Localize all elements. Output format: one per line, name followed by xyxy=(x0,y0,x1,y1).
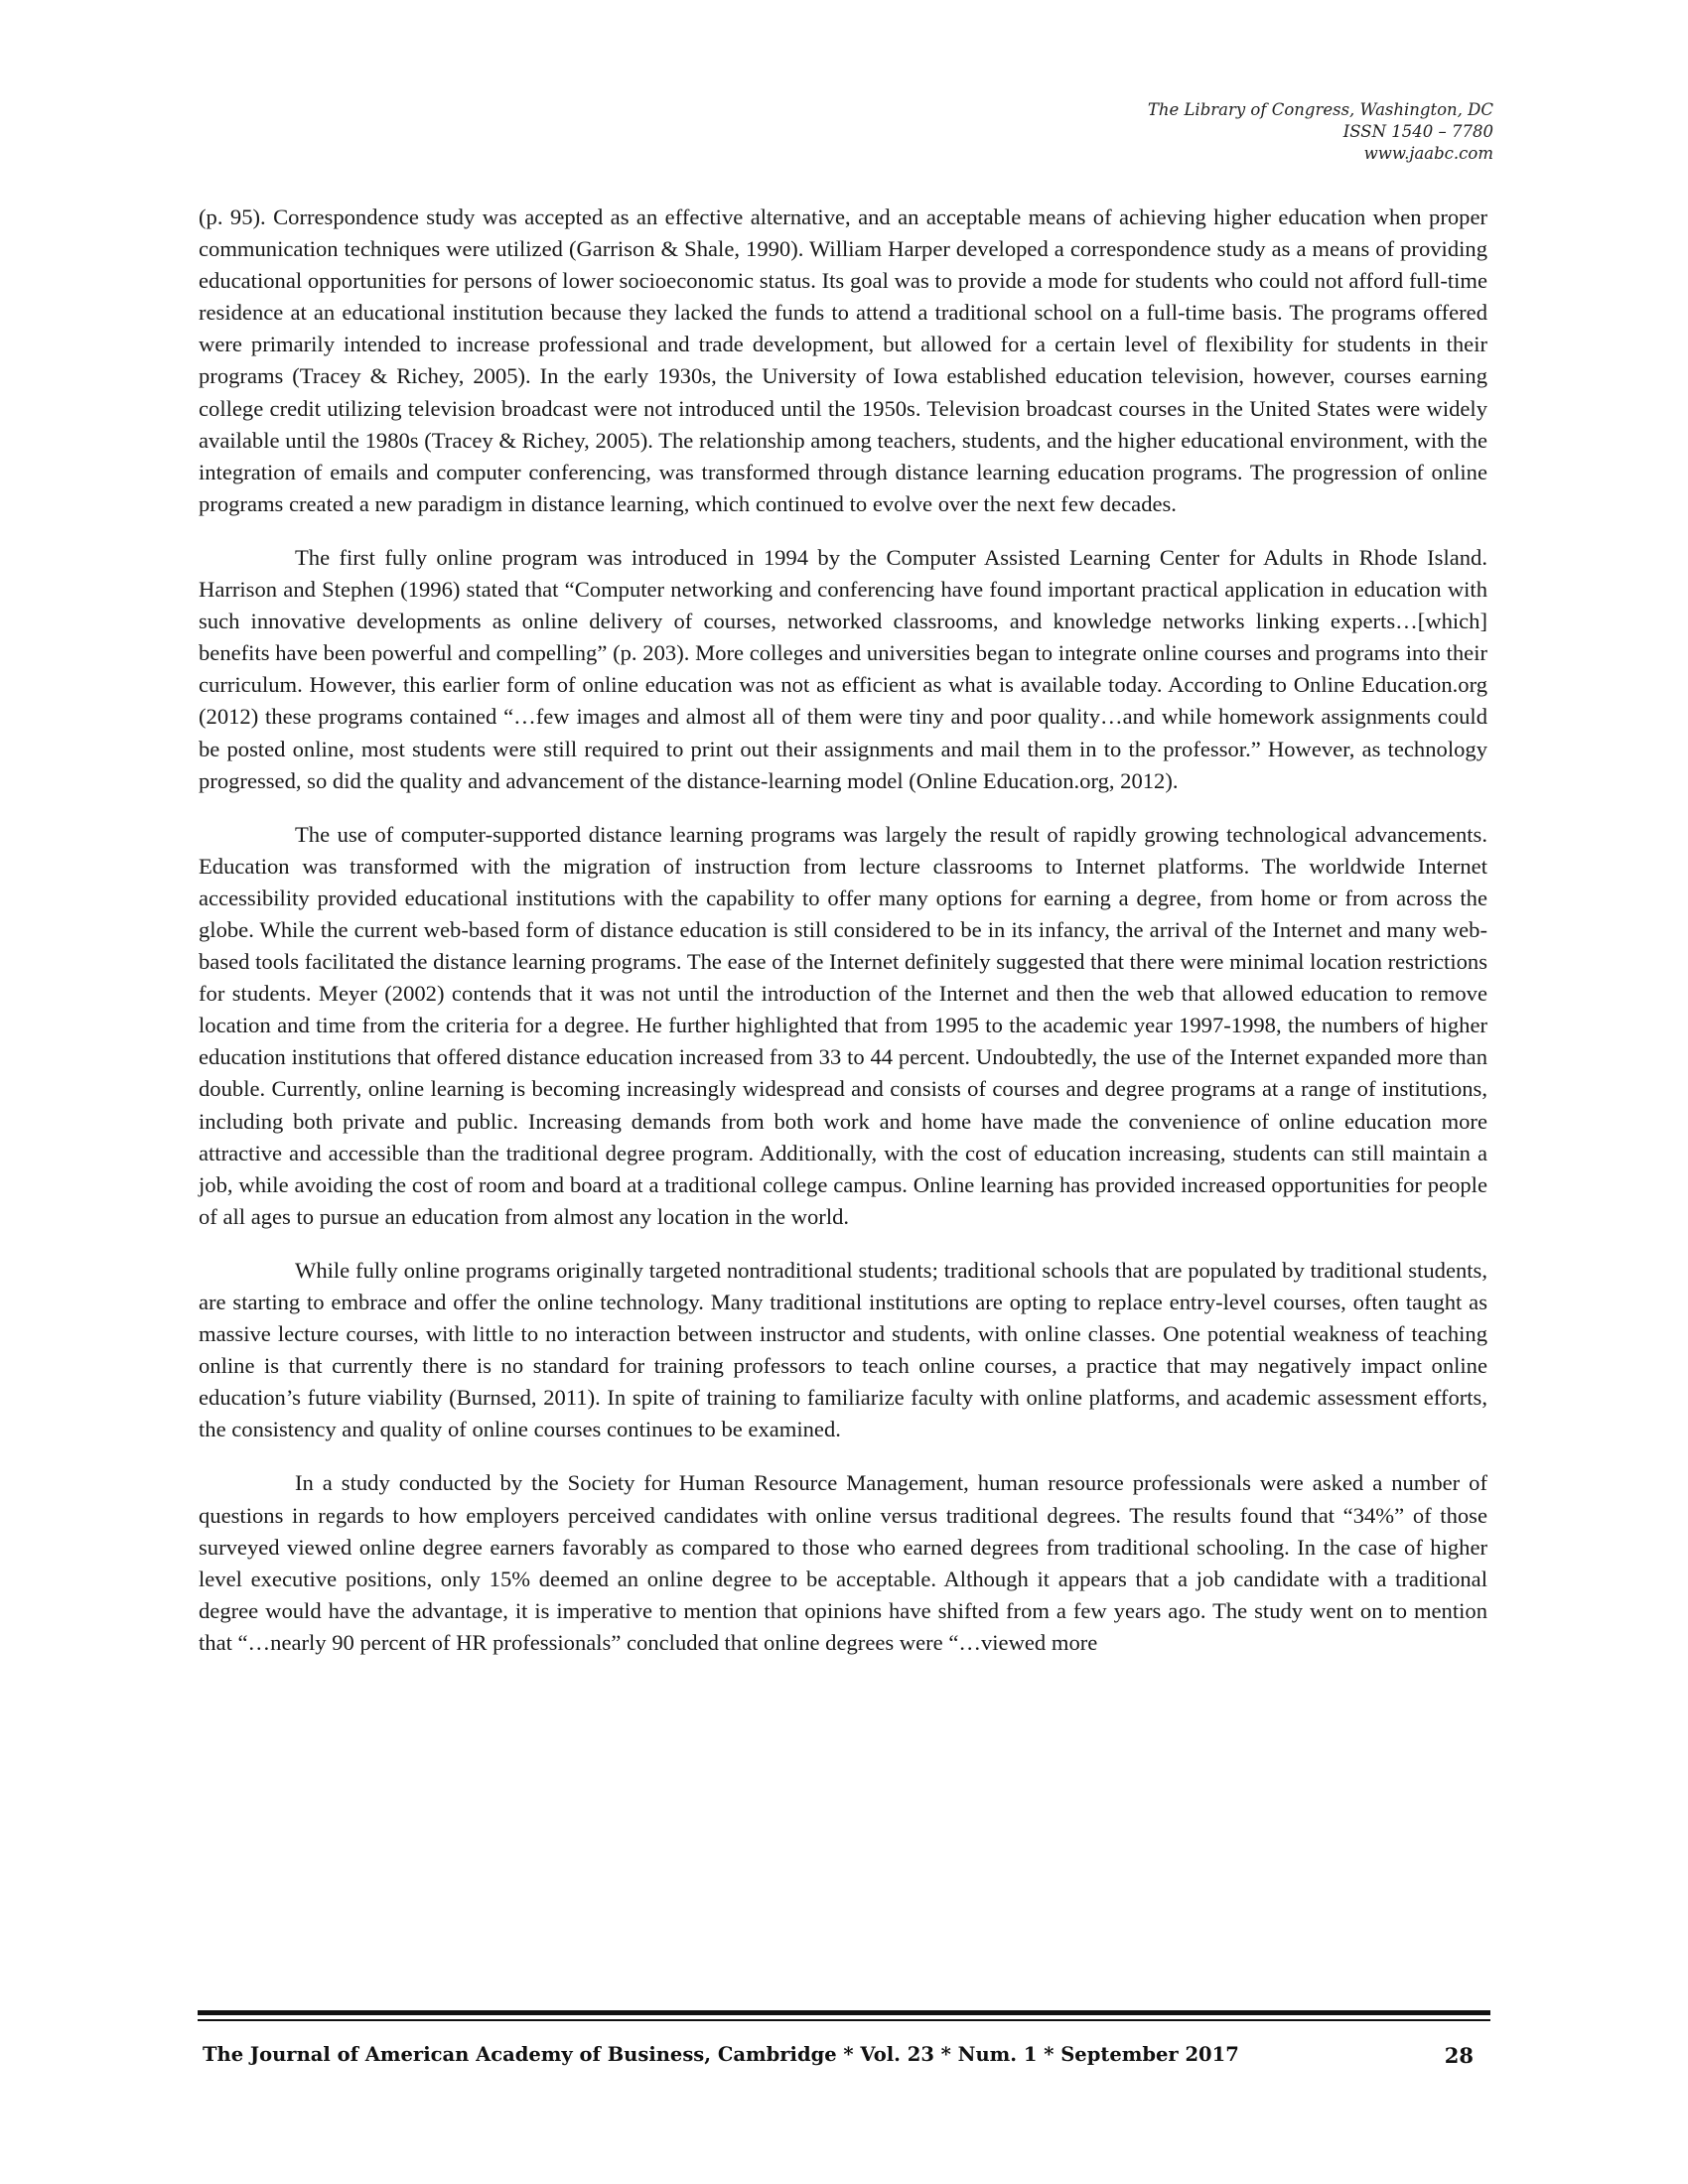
header-website: www.jaabc.com xyxy=(1363,144,1493,163)
paragraph-5: In a study conducted by the Society for Human Resource Management, human resource professionals were asked a number of questions in regards to how employers perceived candidates with online versus traditional degrees. The results found that “34%” of those surveyed viewed online degree earners favorably as compared to those who earned degrees from traditional schooling. In the case of higher level executive positions, only 15% deemed an online degree to be acceptable. Although it appears that a job candidate with a traditional degree would have the advantage, it is imperative to mention that opinions have shifted from a few years ago. The study went on to mention that “…nearly 90 percent of HR professionals” concluded that online degrees were “…viewed more xyxy=(199,1470,1487,1655)
running-header xyxy=(1148,99,1493,165)
paragraph-1: (p. 95). Correspondence study was accepted as an effective alternative, and an acceptable means of achieving higher education when proper communication techniques were utilized (Garrison & Shale, 1990). William Harper developed a correspondence study as a means of providing educational opportunities for persons of lower socioeconomic status. Its goal was to provide a mode for students who could not afford full-time residence at an educational institution because they lacked the funds to attend a traditional school on a full-time basis. The programs offered were primarily intended to increase professional and trade development, but allowed for a certain level of flexibility for students in their programs (Tracey & Richey, 2005). In the early 1930s, the University of Iowa established education television, however, courses earning college credit utilizing television broadcast were not introduced until the 1950s. Television broadcast courses in the United States were widely available until the 1980s (Tracey & Richey, 2005). The relationship among teachers, students, and the higher educational environment, with the integration of emails and computer conferencing, was transformed through distance learning education programs. The progression of online programs created a new paradigm in distance learning, which continued to evolve over the next few decades. xyxy=(199,205,1487,516)
header-issn: ISSN 1540 – 7780 xyxy=(1342,122,1493,141)
paragraph-3: The use of computer-supported distance learning programs was largely the result of rapidly growing technological advancements. Education was transformed with the migration of instruction from lecture classrooms to Internet platforms. The worldwide Internet accessibility provided educational institutions with the capability to offer many options for earning a degree, from home or from across the globe. While the current web-based form of distance education is still considered to be in its infancy, the arrival of the Internet and many web-based tools facilitated the distance learning programs. The ease of the Internet definitely suggested that there were minimal location restrictions for students. Meyer (2002) contends that it was not until the introduction of the Internet and then the web that allowed education to remove location and time from the criteria for a degree. He further highlighted that from 1995 to the academic year 1997-1998, the numbers of higher education institutions that offered distance education increased from 33 to 44 percent. Undoubtedly, the use of the Internet expanded more than double. Currently, online learning is becoming increasingly widespread and consists of courses and degree programs at a range of institutions, including both private and public. Increasing demands from both work and home have made the convenience of online education more attractive and accessible than the traditional degree program. Additionally, with the cost of education increasing, students can still maintain a job, while avoiding the cost of room and board at a traditional college campus. Online learning has provided increased opportunities for people of all ages to pursue an education from almost any location in the world. xyxy=(199,821,1487,1229)
paragraph-2: The first fully online program was introduced in 1994 by the Computer Assisted Learning Center for Adults in Rhode Island. Harrison and Stephen (1996) stated that “Computer networking and conferencing have found important practical application in education with such innovative developments as online delivery of courses, networked classrooms, and knowledge networks linking experts…[which] benefits have been powerful and compelling” (p. 203). More colleges and universities began to integrate online courses and programs into their curriculum. However, this earlier form of online education was not as efficient as what is available today. According to Online Education.org (2012) these programs contained “…few images and almost all of them were tiny and poor quality…and while homework assignments could be posted online, most students were still required to print out their assignments and mail them in to the professor.” However, as technology progressed, so did the quality and advancement of the distance-learning model (Online Education.org, 2012). xyxy=(199,544,1487,793)
header-publisher: The Library of Congress, Washington, DC xyxy=(1147,100,1493,119)
article-body xyxy=(199,202,1487,1681)
footer-journal-citation: The Journal of American Academy of Business, Cambridge * Vol. 23 * Num. 1 * September 2017 xyxy=(203,2043,1239,2066)
paragraph-4: While fully online programs originally targeted nontraditional students; traditional schools that are populated by traditional students, are starting to embrace and offer the online technology. Many traditional institutions are opting to replace entry-level courses, often taught as massive lecture courses, with little to no interaction between instructor and students, with online classes. One potential weakness of teaching online is that currently there is no standard for training professors to teach online courses, a practice that may negatively impact online education’s future viability (Burnsed, 2011). In spite of training to familiarize faculty with online platforms, and academic assessment efforts, the consistency and quality of online courses continues to be examined. xyxy=(199,1257,1487,1442)
footer-rule-thin xyxy=(198,2019,1490,2021)
page-number: 28 xyxy=(1444,2043,1474,2068)
footer-rule-thick xyxy=(198,2010,1490,2015)
